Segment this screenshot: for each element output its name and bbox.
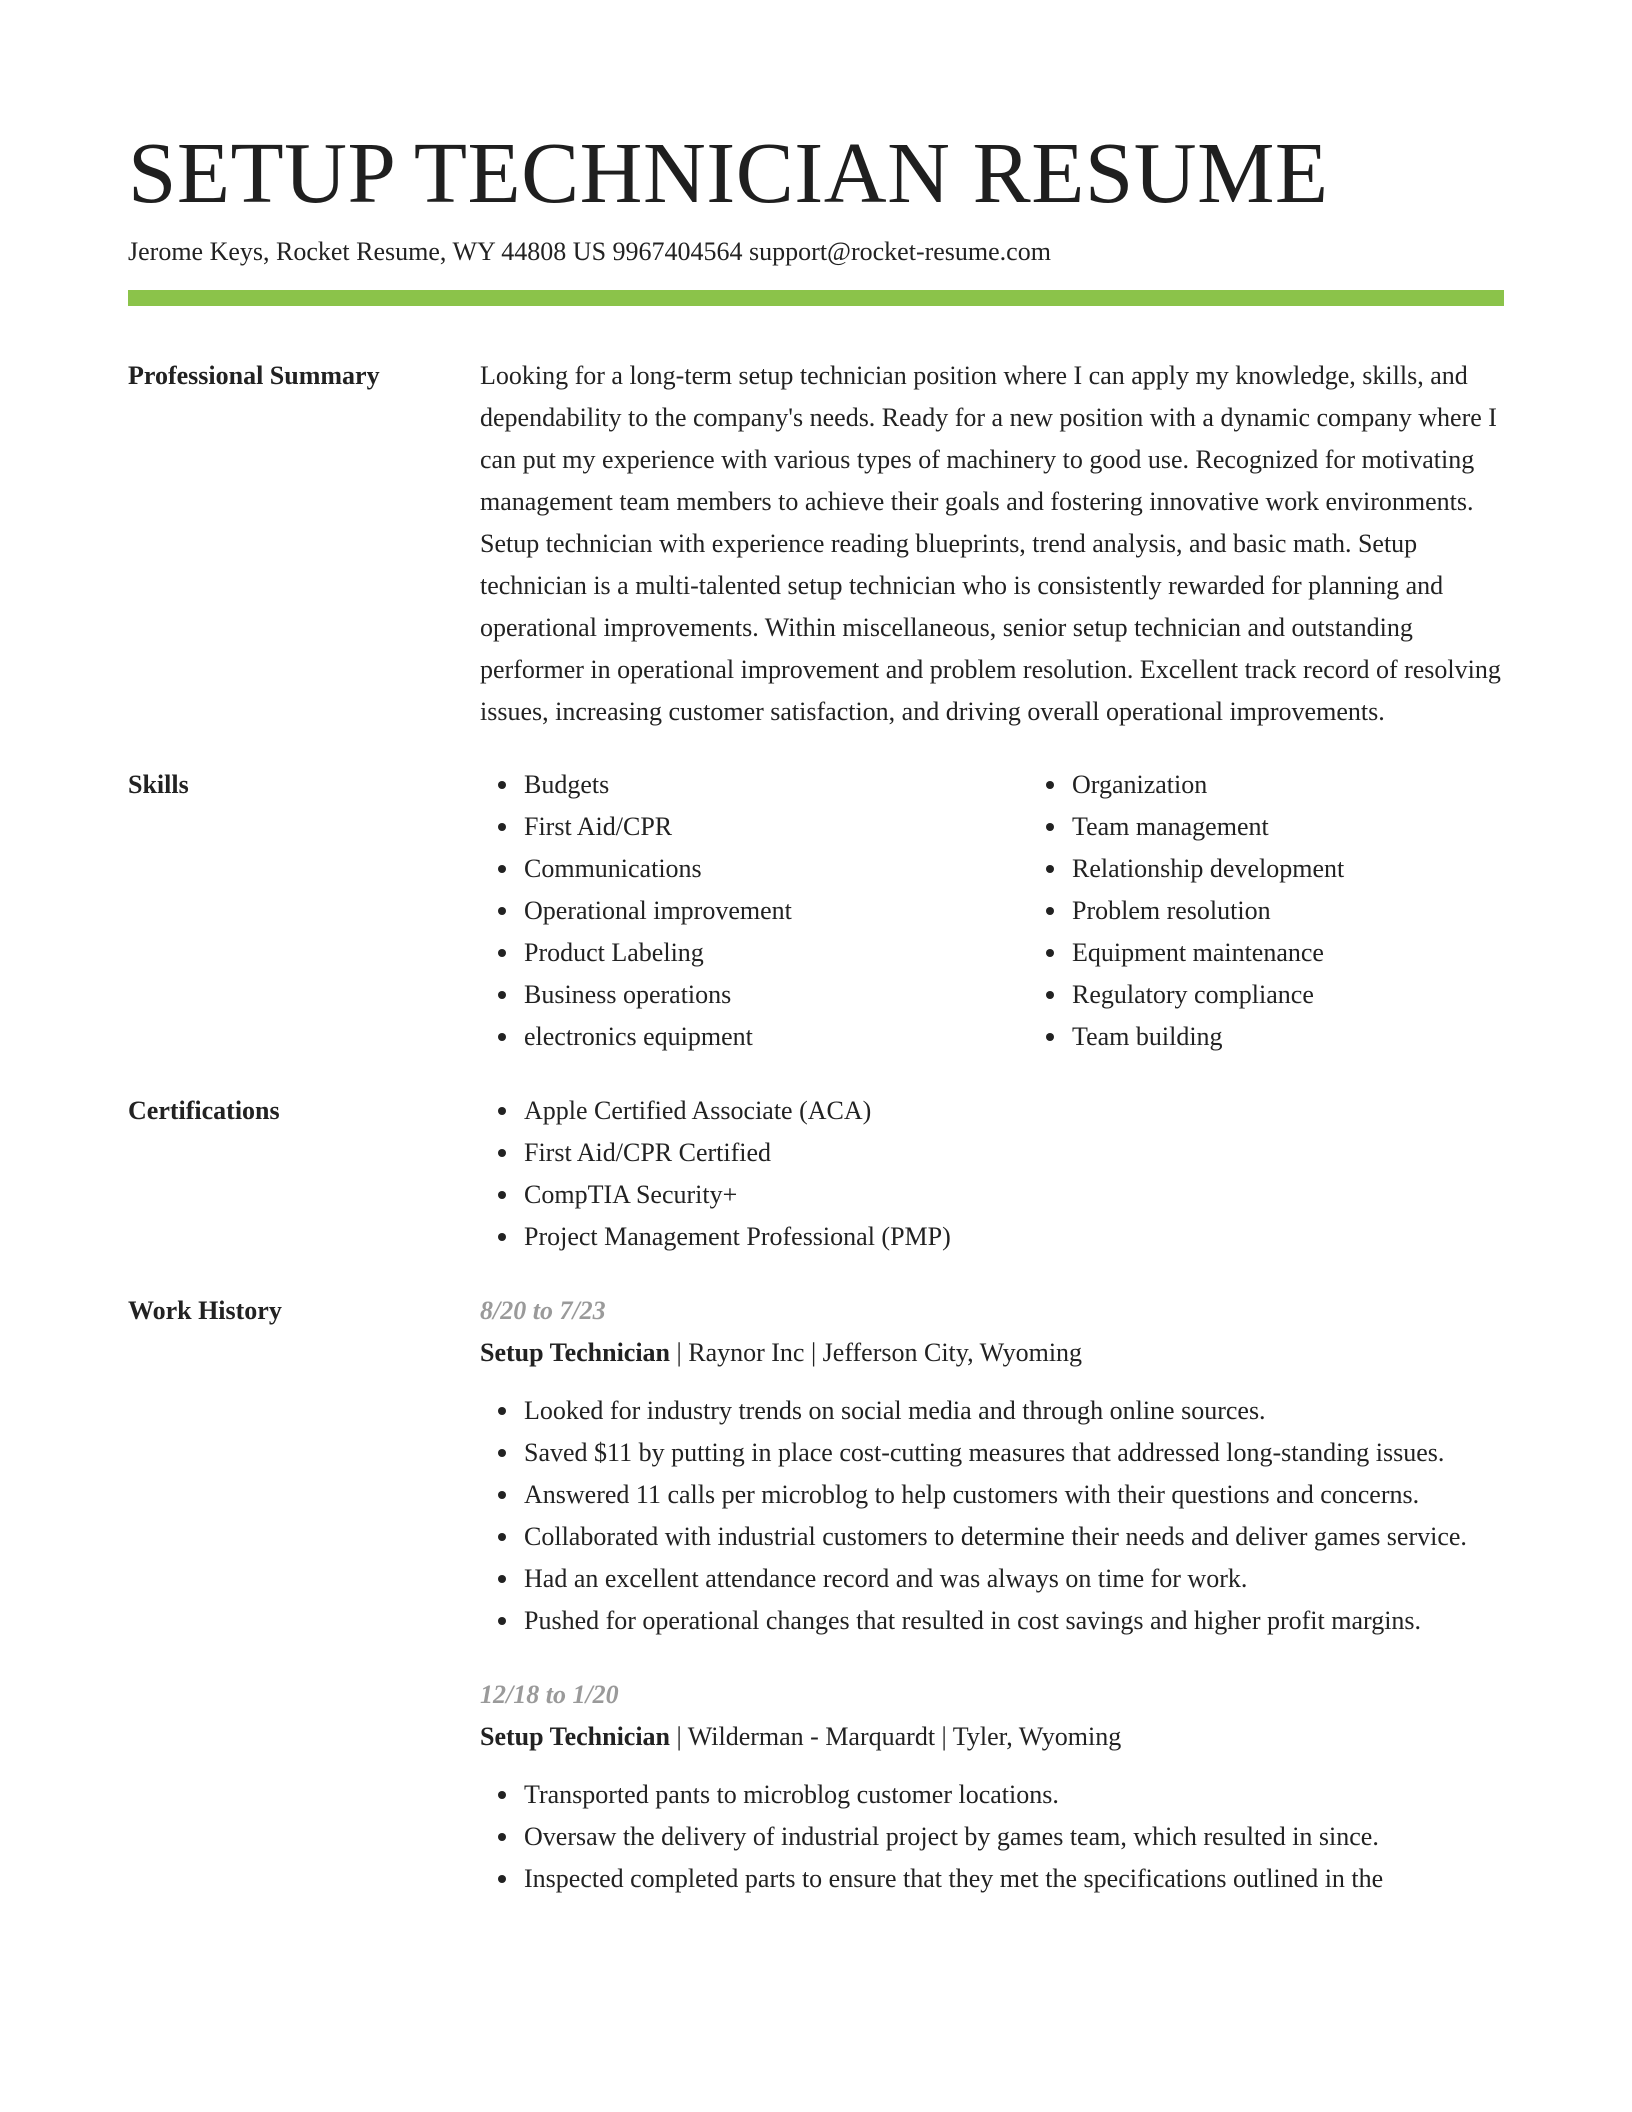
skills-list-left bbox=[480, 764, 1028, 1058]
skills-list-right bbox=[1028, 764, 1576, 1058]
resume-page bbox=[128, 118, 1504, 1900]
job-dates: 12/18 to 1/20 bbox=[480, 1680, 619, 1709]
job-bullet: Pushed for operational changes that resulted in cost savings and higher profit margins. bbox=[524, 1600, 1504, 1642]
section-label-work-history: Work History bbox=[128, 1296, 282, 1325]
job-bullet: Had an excellent attendance record and was always on time for work. bbox=[524, 1558, 1504, 1600]
skill-item: Budgets bbox=[524, 764, 1028, 806]
job-bullet: Answered 11 calls per microblog to help customers with their questions and concerns. bbox=[524, 1474, 1504, 1516]
skill-item: Team management bbox=[1072, 806, 1576, 848]
resume-title: SETUP TECHNICIAN RESUME bbox=[128, 124, 1329, 221]
contact-line: Jerome Keys, Rocket Resume, WY 44808 US 9967404564 support@rocket-resume.com bbox=[128, 237, 1051, 266]
job-details: | Wilderman - Marquardt | Tyler, Wyoming bbox=[670, 1722, 1122, 1751]
certification-item: Apple Certified Associate (ACA) bbox=[524, 1090, 1504, 1132]
job-bullet: Oversaw the delivery of industrial project by games team, which resulted in since. bbox=[524, 1816, 1504, 1858]
section-label-certifications: Certifications bbox=[128, 1096, 280, 1125]
job-entry bbox=[480, 1290, 1504, 1642]
certification-item: Project Management Professional (PMP) bbox=[524, 1216, 1504, 1258]
work-history-section bbox=[128, 1290, 1504, 1900]
job-dates: 8/20 to 7/23 bbox=[480, 1296, 606, 1325]
skill-item: Communications bbox=[524, 848, 1028, 890]
professional-summary-section bbox=[128, 355, 1504, 733]
job-bullet: Looked for industry trends on social media and through online sources. bbox=[524, 1390, 1504, 1432]
job-bullets bbox=[480, 1774, 1504, 1900]
skill-item: Equipment maintenance bbox=[1072, 932, 1576, 974]
section-label-skills: Skills bbox=[128, 770, 189, 799]
skills-grid bbox=[480, 764, 1576, 1058]
job-title-line bbox=[480, 1332, 1504, 1374]
certification-item: CompTIA Security+ bbox=[524, 1174, 1504, 1216]
certification-item: First Aid/CPR Certified bbox=[524, 1132, 1504, 1174]
job-title: Setup Technician bbox=[480, 1338, 671, 1367]
job-entry bbox=[480, 1674, 1504, 1900]
job-bullet: Inspected completed parts to ensure that they met the specifications outlined in the bbox=[524, 1858, 1504, 1900]
accent-divider bbox=[128, 290, 1504, 306]
skill-item: Product Labeling bbox=[524, 932, 1028, 974]
skill-item: Operational improvement bbox=[524, 890, 1028, 932]
skills-section bbox=[128, 764, 1504, 1058]
job-title-line bbox=[480, 1716, 1504, 1758]
job-bullet: Saved $11 by putting in place cost-cutting measures that addressed long-standing issues. bbox=[524, 1432, 1504, 1474]
skill-item: electronics equipment bbox=[524, 1016, 1028, 1058]
skill-item: Team building bbox=[1072, 1016, 1576, 1058]
skill-item: Problem resolution bbox=[1072, 890, 1576, 932]
skill-item: Relationship development bbox=[1072, 848, 1576, 890]
section-label-summary: Professional Summary bbox=[128, 361, 380, 390]
skill-item: Organization bbox=[1072, 764, 1576, 806]
summary-text: Looking for a long-term setup technician position where I can apply my knowledge, skills, and dependability to the company's needs. Ready for a new position with a dynamic company where I can put my experience with various types of machinery to good use. Recognized for motivating management team members to achieve their goals and fostering innovative work environments. Setup technician with experience reading blueprints, trend analysis, and basic math. Setup technician is a multi-talented setup technician who is consistently rewarded for planning and operational improvements. Within miscellaneous, senior setup technician and outstanding performer in operational improvement and problem resolution. Excellent track record of resolving issues, increasing customer satisfaction, and driving overall operational improvements. bbox=[480, 361, 1501, 726]
certifications-list bbox=[480, 1090, 1504, 1258]
certifications-section bbox=[128, 1090, 1504, 1258]
skill-item: First Aid/CPR bbox=[524, 806, 1028, 848]
job-details: | Raynor Inc | Jefferson City, Wyoming bbox=[670, 1338, 1083, 1367]
job-bullets bbox=[480, 1390, 1504, 1642]
job-title: Setup Technician bbox=[480, 1722, 671, 1751]
skill-item: Regulatory compliance bbox=[1072, 974, 1576, 1016]
job-bullet: Transported pants to microblog customer locations. bbox=[524, 1774, 1504, 1816]
skill-item: Business operations bbox=[524, 974, 1028, 1016]
job-bullet: Collaborated with industrial customers to determine their needs and deliver games service. bbox=[524, 1516, 1504, 1558]
